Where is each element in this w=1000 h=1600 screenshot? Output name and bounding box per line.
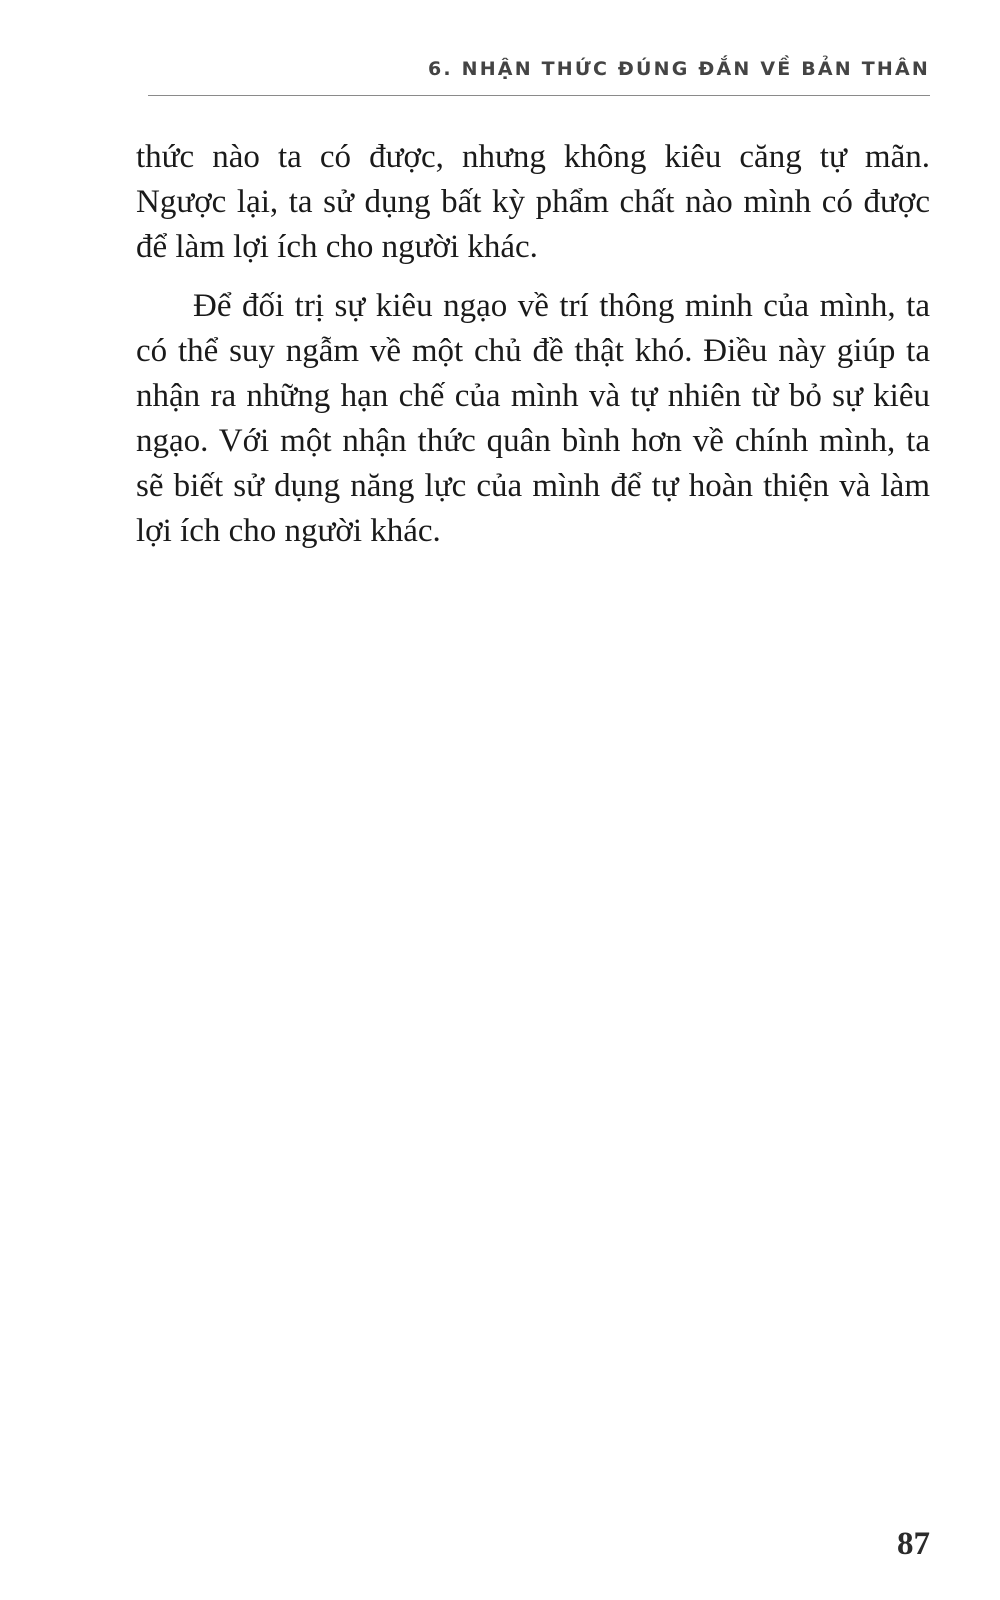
page-number: 87	[897, 1526, 930, 1562]
body-text	[136, 135, 930, 554]
paragraph: Để đối trị sự kiêu ngạo về trí thông minh của mình, ta có thể suy ngẫm về một chủ đề thật khó. Điều này giúp ta nhận ra những hạn chế của mình và tự nhiên từ bỏ sự kiêu ngạo. Với một nhận thức quân bình hơn về chính mình, ta sẽ biết sử dụng năng lực của mình để tự hoàn thiện và làm lợi ích cho người khác.	[136, 288, 930, 549]
paragraph: thức nào ta có được, nhưng không kiêu căng tự mãn. Ngược lại, ta sử dụng bất kỳ phẩm chất nào mình có được để làm lợi ích cho người khác.	[136, 139, 930, 265]
running-header-title: 6. NHẬN THỨC ĐÚNG ĐẮN VỀ BẢN THÂN	[427, 58, 930, 80]
header-divider	[148, 95, 930, 96]
